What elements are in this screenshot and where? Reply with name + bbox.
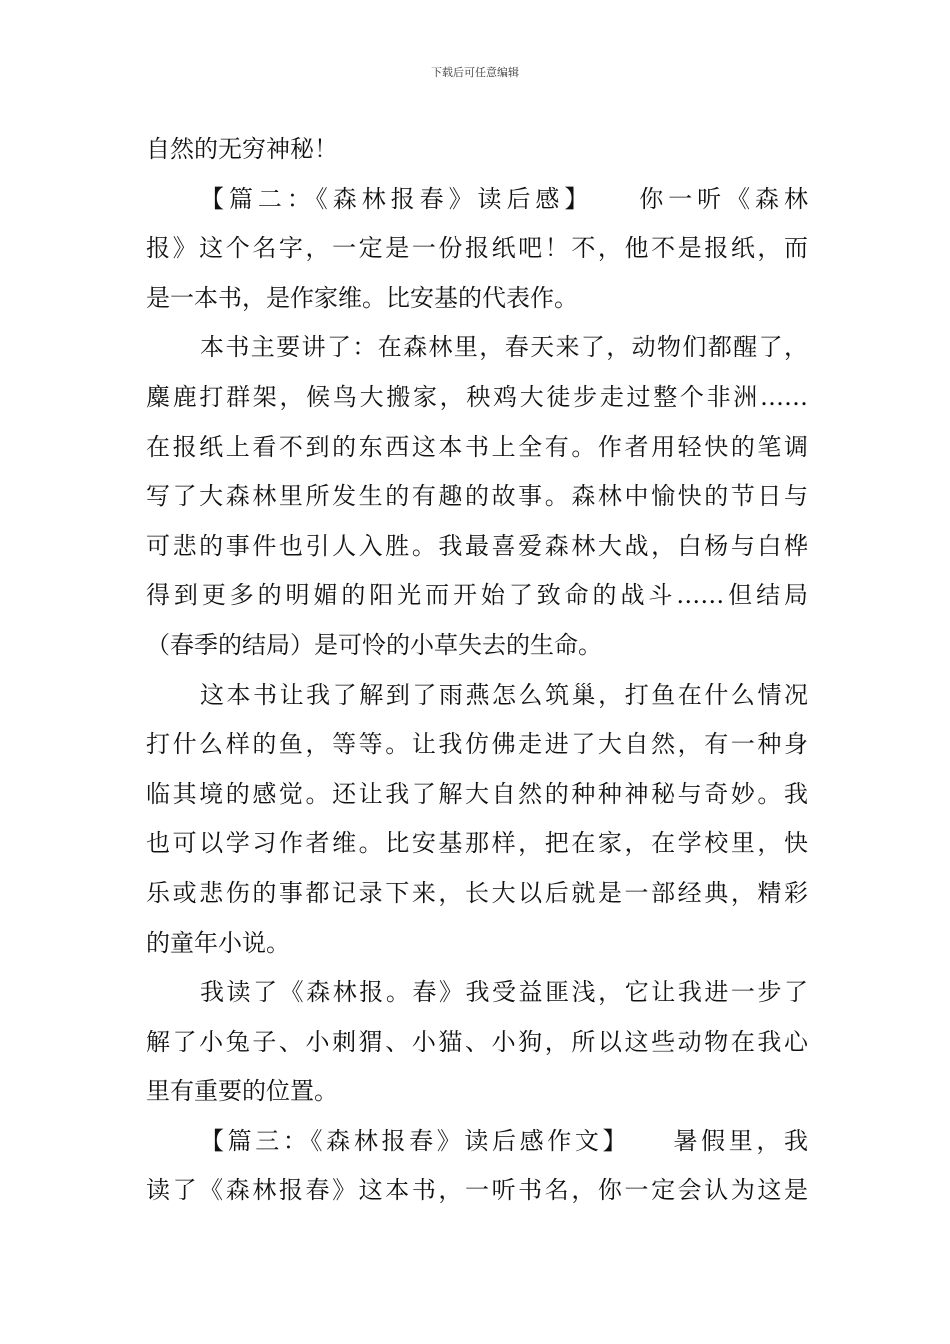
text-line: 麋鹿打群架，候鸟大搬家，秧鸡大徒步走过整个非洲…… bbox=[146, 382, 808, 411]
text-line: 本书主要讲了：在森林里，春天来了，动物们都醒了， bbox=[200, 333, 808, 362]
text-line: 也可以学习作者维。比安基那样，把在家，在学校里，快 bbox=[146, 829, 808, 858]
text-line: 【篇三：《森林报春》读后感作文】 暑假里，我 bbox=[200, 1126, 808, 1155]
text-line: 可悲的事件也引人入胜。我最喜爱森林大战，白杨与白桦 bbox=[146, 531, 808, 560]
text-line: 读了《森林报春》这本书，一听书名，你一定会认为这是 bbox=[146, 1176, 808, 1205]
text-line: 得到更多的明媚的阳光而开始了致命的战斗……但结局 bbox=[146, 581, 808, 610]
text-line: 我读了《森林报。春》我受益匪浅，它让我进一步了 bbox=[200, 978, 808, 1007]
text-line: 解了小兔子、小刺猬、小猫、小狗，所以这些动物在我心 bbox=[146, 1027, 808, 1056]
text-line: 【篇二：《森林报春》读后感】 你一听《森林 bbox=[200, 184, 808, 213]
document-body bbox=[146, 125, 808, 1216]
text-line: 写了大森林里所发生的有趣的故事。森林中愉快的节日与 bbox=[146, 482, 808, 511]
text-line: 在报纸上看不到的东西这本书上全有。作者用轻快的笔调 bbox=[146, 432, 808, 461]
text-line: 乐或悲伤的事都记录下来，长大以后就是一部经典，精彩 bbox=[146, 878, 808, 907]
text-line: 是一本书，是作家维。比安基的代表作。 bbox=[146, 283, 578, 312]
text-line: 里有重要的位置。 bbox=[146, 1077, 338, 1106]
text-line: 这本书让我了解到了雨燕怎么筑巢，打鱼在什么情况 bbox=[200, 680, 808, 709]
text-line: （春季的结局）是可怜的小草失去的生命。 bbox=[146, 630, 602, 659]
text-line: 临其境的感觉。还让我了解大自然的种种神秘与奇妙。我 bbox=[146, 779, 808, 808]
text-line: 报》这个名字，一定是一份报纸吧！不，他不是报纸，而 bbox=[146, 234, 808, 263]
text-line: 自然的无穷神秘！ bbox=[146, 135, 338, 163]
text-line: 的童年小说。 bbox=[146, 928, 290, 957]
page-header: 下载后可任意编辑 bbox=[431, 66, 519, 79]
text-line: 打什么样的鱼，等等。让我仿佛走进了大自然，有一种身 bbox=[146, 730, 808, 759]
